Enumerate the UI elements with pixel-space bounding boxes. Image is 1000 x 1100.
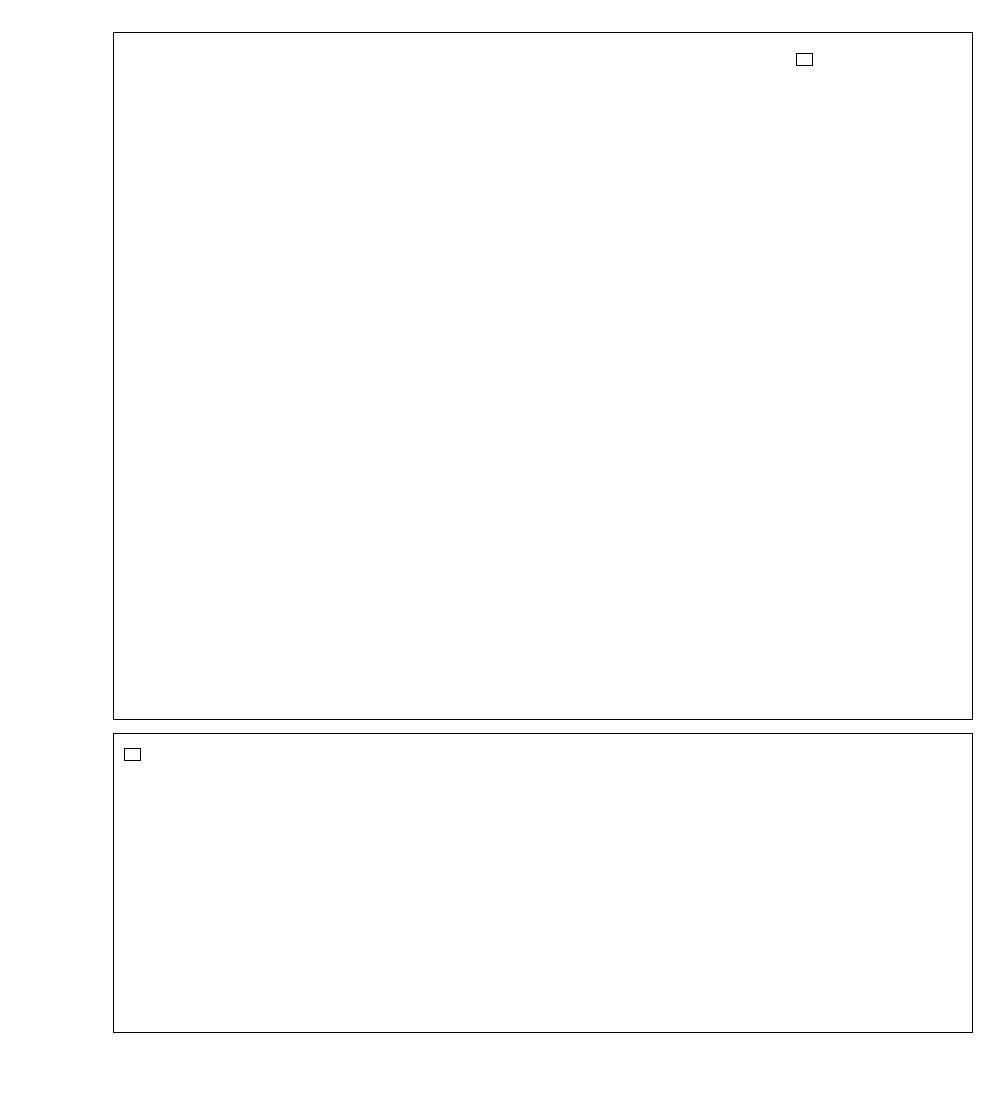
legend-top: [796, 53, 813, 66]
legend-bottom: [124, 748, 141, 761]
bars-bottom: [114, 734, 972, 1032]
incremental-rate-plot: [113, 32, 973, 720]
rupture-count-plot: [113, 733, 973, 1033]
bars-top: [114, 33, 972, 719]
